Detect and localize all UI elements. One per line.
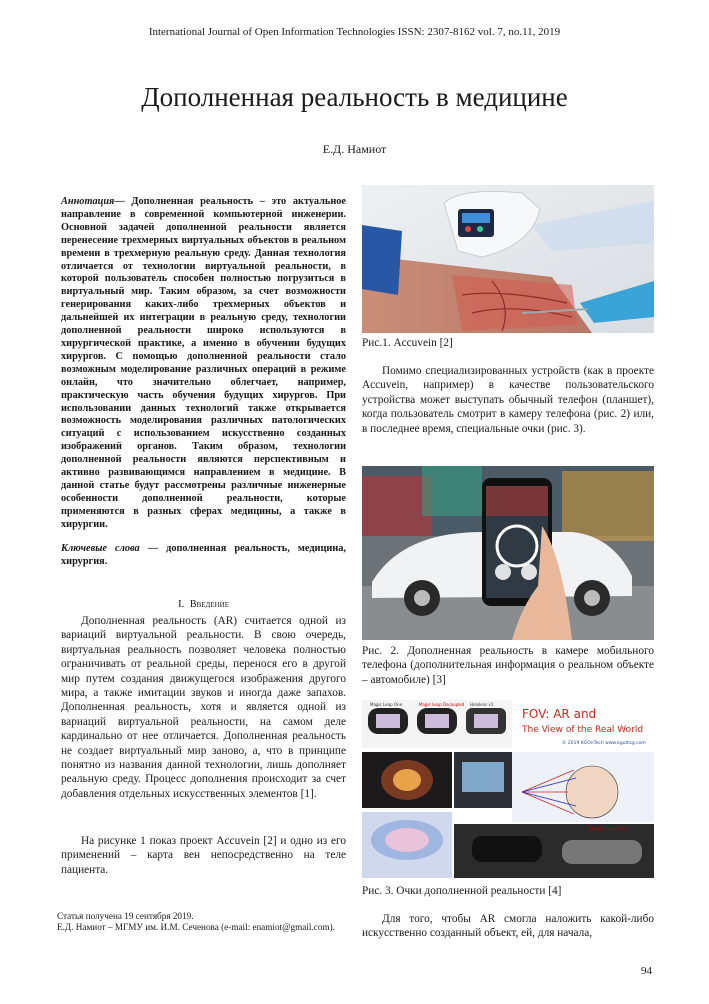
page-number: 94 bbox=[641, 965, 652, 977]
figure-3-illustration bbox=[362, 700, 654, 878]
abstract-text: — Дополненная реальность – это актуальное направление в современной компьютерной инженерии. Основной задачей дополненной реальности является перенесение трехмерных виртуальных объектов в реальном времени в трехмерную реальную среду. Данная технология отличается от технологии виртуальной реальности, в которой пользователь способен полностью погрузиться в виртуальный мир. Таким образом, за счет возможности генерирования каких-либо трехмерных объектов и дальнейшей их интеграции в реальную среду, технологии дополненной реальности широко используются в хирургической практике, а именно в обучении будущих хирургов. С помощью дополненной реальности стало возможным моделирование различных операций в режиме онлайн, что значительно облегчает, например, практическую часть обучения будущих хирургов. При использовании данных технологий также открывается возможность моделирования различных патологических ситуаций с использованием искусственно созданных изображений органов. Таким образом, технологии дополненной реальности являются перспективным и активно развивающимся направлением в медицине. В данной статье будут рассмотрены различные инженерные особенности дополненной реальности, которые применяются в разных сферах медицины, а также в хирургии. bbox=[61, 196, 346, 530]
paragraph-figure-ref: На рисунке 1 показ проект Accuvein [2] и одно из его применений – карта вен непосредственно на теле пациента. bbox=[61, 835, 346, 876]
journal-header: International Journal of Open Information Technologies ISSN: 2307-8162 vol. 7, no.11, 2019 bbox=[148, 26, 561, 38]
figure-1-illustration bbox=[362, 185, 654, 333]
figure-2-phone-ar-photo bbox=[362, 466, 654, 640]
figure-3-ar-glasses-collage bbox=[362, 700, 654, 878]
label-ml-decoupled: Magic Leap Decoupled bbox=[419, 702, 465, 707]
figure-1-caption: Рис.1. Accuvein [2] bbox=[362, 337, 453, 349]
fig3-title-line2: The View of the Real World bbox=[522, 725, 644, 735]
section-number: I. bbox=[178, 598, 185, 610]
keywords-text: — дополненная реальность, медицина, хирургия. bbox=[61, 543, 346, 567]
paper-author: Е.Д. Намиот bbox=[322, 142, 387, 156]
label-ml-one: Magic Leap One bbox=[370, 702, 403, 707]
footnote-affiliation: Е.Д. Намиот – МГМУ им. И.М. Сеченова (e-mail: enamiot@gmail.com). bbox=[57, 922, 335, 932]
figure-1-accuvein-photo bbox=[362, 185, 654, 333]
keywords-label: Ключевые слова bbox=[61, 543, 140, 554]
figure-2-illustration bbox=[362, 466, 654, 640]
section-name: Введение bbox=[189, 599, 229, 610]
paragraph-intro: Дополненная реальность (AR) считается одной из вариаций виртуальной реальности. В свою очередь, виртуальная реальность позволяет человека полностью ограничивать от реальной среды, перенося его в другой мир путем создания движущегося изображения другого мира, а также имитации звуков и иногда даже запахов. Дополненная реальность, хотя и является одной из вариаций виртуальной реальности, на самом деле кардинально от нее отличается. Дополненная реальность не создает виртуальный мир заново, а, что в принципе понятно из названия данной технологии, лишь дополняет реальную среду. Процесс дополнения происходит за счет добавления отдельных искусственных элементов [1]. bbox=[61, 615, 346, 800]
footnote bbox=[57, 911, 346, 933]
fig3-copyright: © 2019 KGOnTech www.kguttag.com bbox=[562, 741, 646, 746]
abstract-label: Аннотация bbox=[61, 196, 115, 207]
paper-title: Дополненная реальность в медицине bbox=[141, 82, 568, 112]
paragraph-devices: Помимо специализированных устройств (как в проекте Accuvein, например) в качестве пользовательского устройства может выступать обычный телефон (планшет), когда пользователь смотрит в камеру телефона (рис. 2) или, в последнее время, специальные очки (рис. 3). bbox=[362, 365, 654, 435]
label-hololens: Hololens v1 bbox=[470, 702, 494, 707]
tourniquet-band bbox=[362, 225, 402, 295]
label-ml-one-bottom: Magic Leap One bbox=[590, 827, 627, 832]
fig3-title-line1: FOV: AR and bbox=[522, 707, 597, 721]
paragraph-continuation: Для того, чтобы AR смогла наложить какой-либо искусственно созданный объект, ей, для начала, bbox=[362, 913, 654, 940]
keywords bbox=[61, 542, 346, 568]
abstract bbox=[61, 196, 346, 532]
figure-2-caption: Рис. 2. Дополненная реальность в камере мобильного телефона (дополнительная информация о реальном объекте – автомобиле) [3] bbox=[362, 645, 654, 686]
figure-3-caption: Рис. 3. Очки дополненной реальности [4] bbox=[362, 885, 562, 897]
footnote-received: Статья получена 19 сентября 2019. bbox=[57, 911, 194, 921]
head-diagram bbox=[566, 766, 618, 818]
section-heading bbox=[61, 598, 346, 610]
